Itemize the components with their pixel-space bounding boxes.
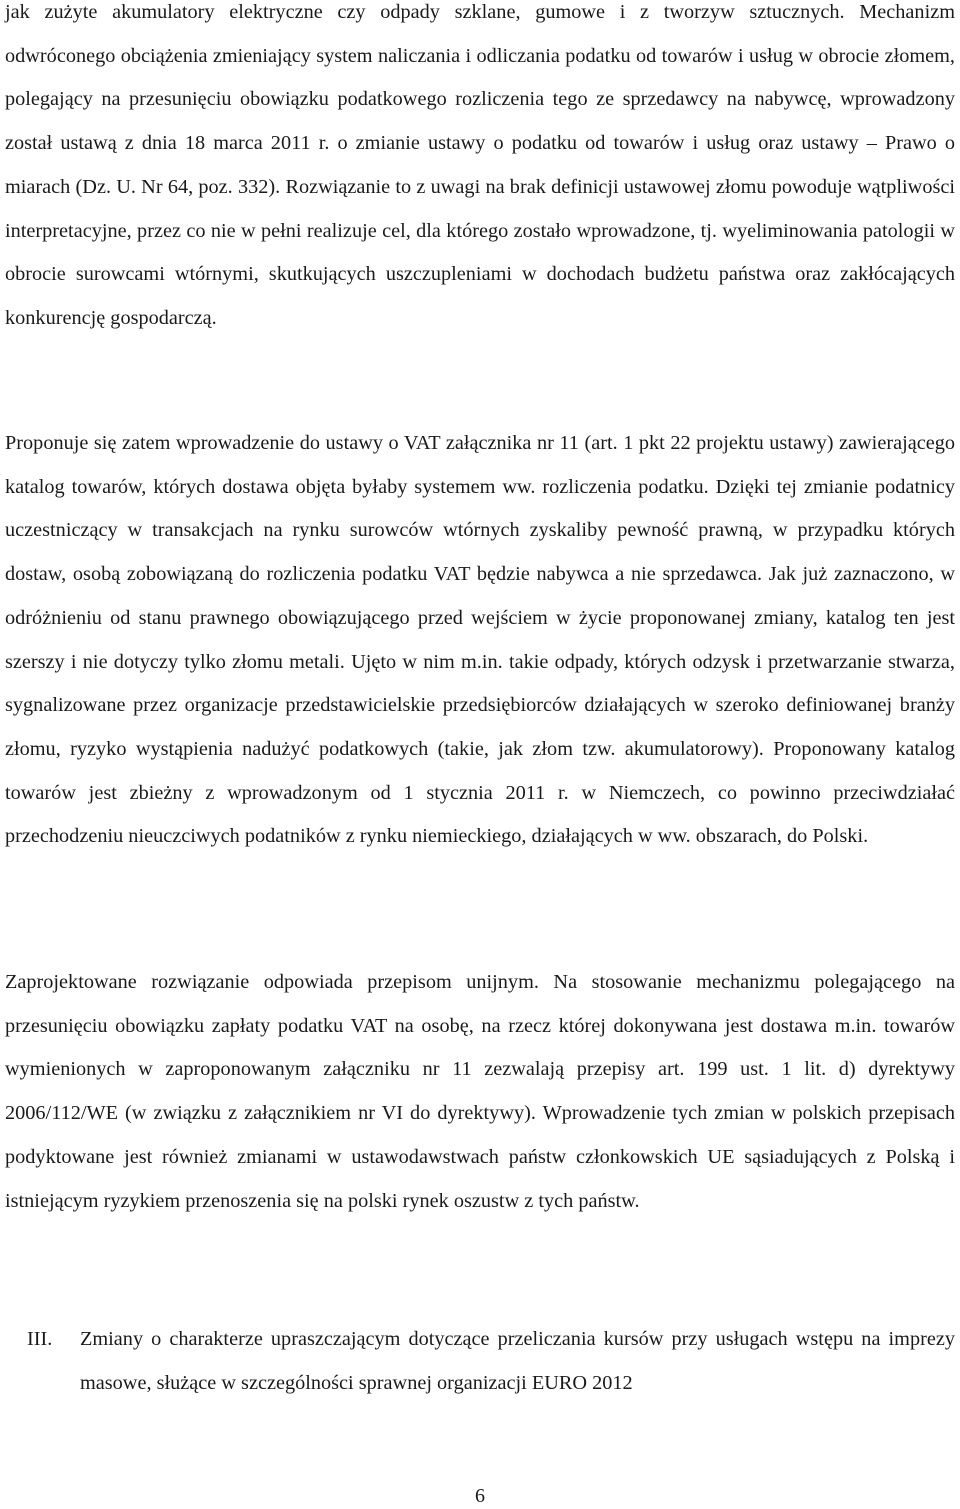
section-title: Zmiany o charakterze upraszczającym dotyczące przeliczania kursów przy usługach wstępu na imprezy masowe, służące w szczególności sprawnej organizacji EURO 2012: [80, 1328, 955, 1394]
page-number: 6: [475, 1485, 485, 1507]
paragraph-eu-compliance: Zaprojektowane rozwiązanie odpowiada przepisom unijnym. Na stosowanie mechanizmu polegającego na przesunięciu obowiązku zapłaty podatku VAT na osobę, na rzecz której dokonywana jest dostawa m.in. towarów wymienionych w zaproponowanym załączniku nr 11 zezwalają przepisy art. 199 ust. 1 lit. d) dyrektywy 2006/112/WE (w związku z załącznikiem nr VI do dyrektywy). Wprowadzenie tych zmian w polskich przepisach podyktowane jest również zmianami w ustawodawstwach państw członkowskich UE sąsiadujących z Polską i istniejącym ryzykiem przenoszenia się na polski rynek oszustw z tych państw.: [5, 971, 955, 1212]
section-number: III.: [27, 1328, 53, 1350]
paragraph-annex-11-proposal: Proponuje się zatem wprowadzenie do ustawy o VAT załącznika nr 11 (art. 1 pkt 22 projektu ustawy) zawierającego katalog towarów, których dostawa objęta byłaby systemem ww. rozliczenia podatku. Dzięki tej zmianie podatnicy uczestniczący w transakcjach na rynku surowców wtórnych zyskaliby pewność prawną, w przypadku których dostaw, osobą zobowiązaną do rozliczenia podatku VAT będzie nabywca a nie sprzedawca. Jak już zaznaczono, w odróżnieniu od stanu prawnego obowiązującego przed wejściem w życie proponowanej zmiany, katalog ten jest szerszy i nie dotyczy tylko złomu metali. Ujęto w nim m.in. takie odpady, których odzysk i przetwarzanie stwarza, sygnalizowane przez organizacje przedstawicielskie przedsiębiorców działających w szeroko definiowanej branży złomu, ryzyko wystąpienia nadużyć podatkowych (takie, jak złom tzw. akumulatorowy). Proponowany katalog towarów jest zbieżny z wprowadzonym od 1 stycznia 2011 r. w Niemczech, co powinno przeciwdziałać przechodzeniu nieuczciwych podatników z rynku niemieckiego, działających w ww. obszarach, do Polski.: [5, 432, 955, 848]
paragraph-scrap-metal-mechanism: jak zużyte akumulatory elektryczne czy odpady szklane, gumowe i z tworzyw sztucznych. Mechanizm odwróconego obciążenia zmieniający system naliczania i odliczania podatku od towarów i usług w obrocie złomem, polegający na przesunięciu obowiązku podatkowego rozliczenia tego ze sprzedawcy na nabywcę, wprowadzony został ustawą z dnia 18 marca 2011 r. o zmianie ustawy o podatku od towarów i usług oraz ustawy – Prawo o miarach (Dz. U. Nr 64, poz. 332). Rozwiązanie to z uwagi na brak definicji ustawowej złomu powoduje wątpliwości interpretacyjne, przez co nie w pełni realizuje cel, dla którego zostało wprowadzone, tj. wyeliminowania patologii w obrocie surowcami wtórnymi, skutkujących uszczupleniami w dochodach budżetu państwa oraz zakłócających konkurencję gospodarczą.: [5, 1, 955, 329]
